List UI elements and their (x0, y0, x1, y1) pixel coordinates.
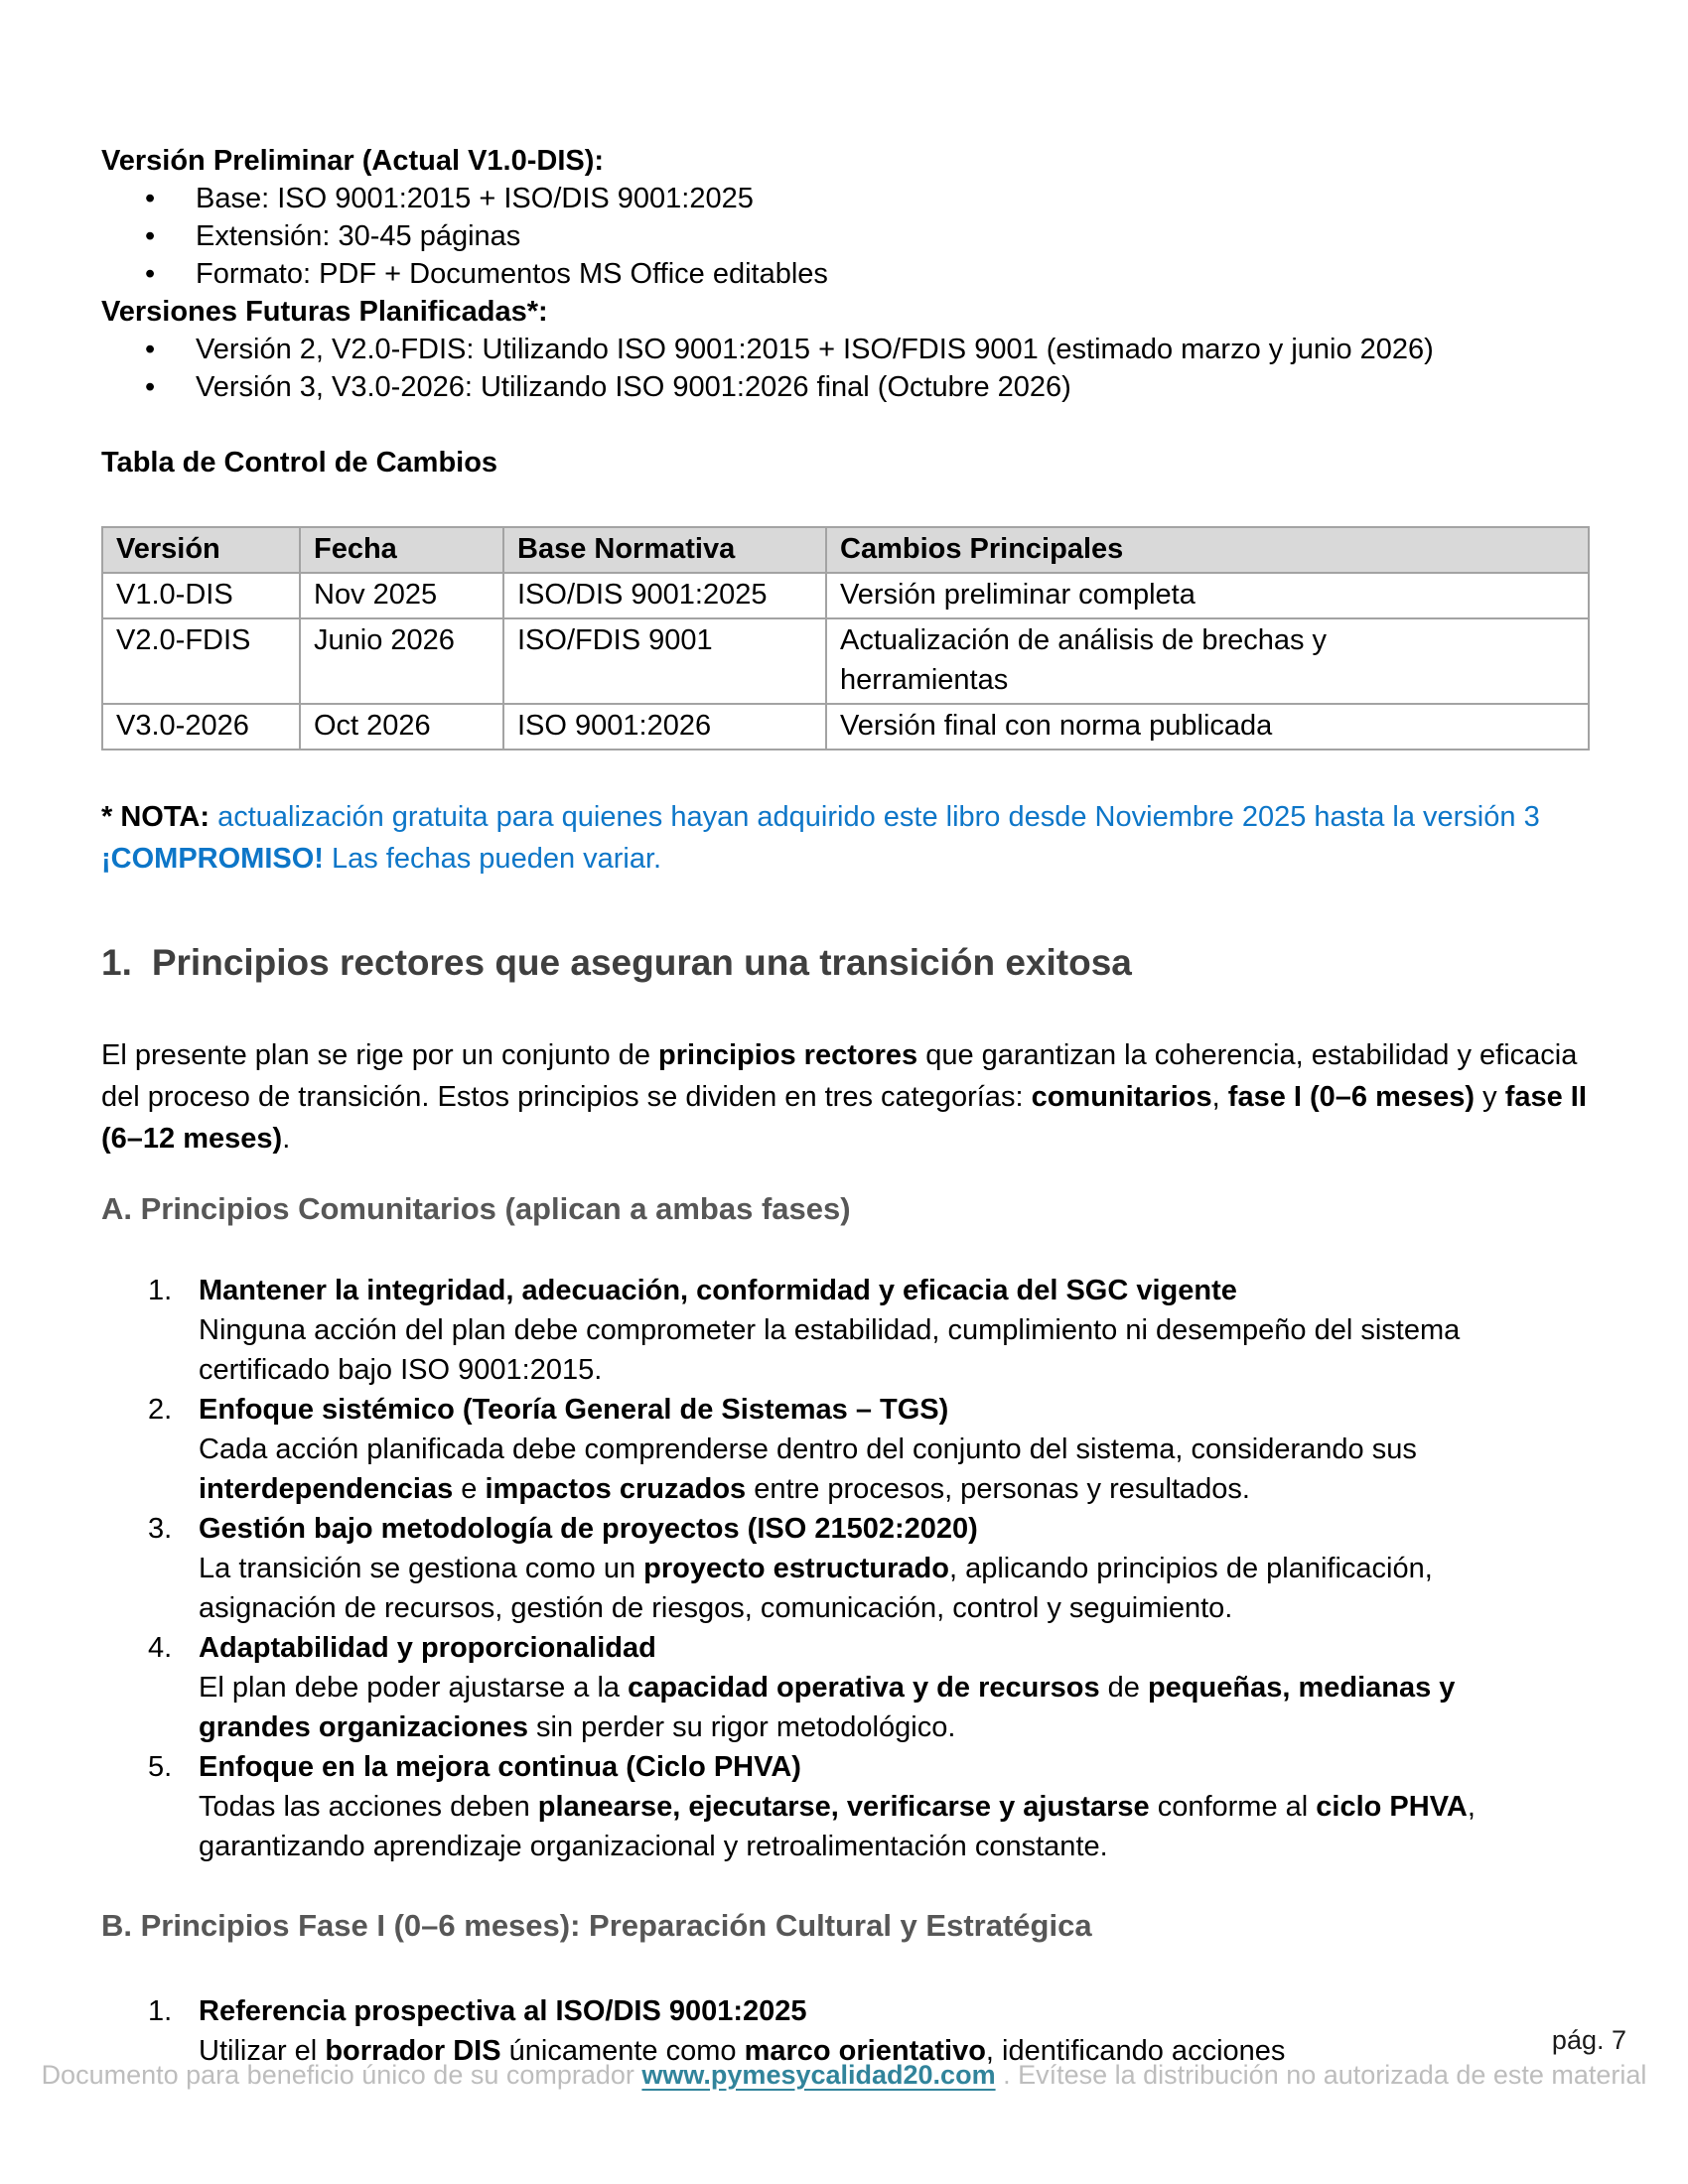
bullet-text: Versión 3, V3.0-2026: Utilizando ISO 9001:2026 final (Octubre 2026) (196, 371, 1071, 403)
column-header: Base Normativa (503, 527, 826, 573)
list-number: 5. (148, 1751, 173, 1783)
section-title: Principios rectores que aseguran una transición exitosa (151, 942, 1132, 983)
list-item (101, 1628, 1587, 1747)
footer-notice (0, 2059, 1688, 2091)
bullet-text: Formato: PDF + Documentos MS Office editables (196, 258, 828, 290)
column-header: Fecha (300, 527, 503, 573)
table-cell: ISO/DIS 9001:2025 (503, 573, 826, 618)
nota-paragraph (101, 796, 1587, 880)
nota-compromiso: ¡COMPROMISO! (101, 843, 324, 875)
column-header: Cambios Principales (826, 527, 1589, 573)
list-number: 1. (148, 1275, 173, 1306)
bullet-text: Base: ISO 9001:2015 + ISO/DIS 9001:2025 (196, 183, 754, 214)
list-item (101, 368, 1587, 406)
change-control-table (101, 526, 1590, 751)
list-item-title: Gestión bajo metodología de proyectos (ISO 21502:2020) (199, 1513, 978, 1545)
section-a-list (101, 1271, 1587, 1866)
list-item-desc: Cada acción planificada debe comprenderse dentro del conjunto del sistema, considerando sus interdependencias e impactos cruzados entre procesos, personas y resultados. (199, 1433, 1417, 1505)
page-number: pág. 7 (1551, 2025, 1626, 2055)
footer-website-link[interactable]: www.pymesycalidad20.com (641, 2060, 996, 2090)
table-cell: V2.0-FDIS (102, 618, 300, 704)
table-cell: Nov 2025 (300, 573, 503, 618)
table-cell: Versión preliminar completa (826, 573, 1589, 618)
table-cell: V1.0-DIS (102, 573, 300, 618)
table-row (102, 704, 1589, 750)
intro-paragraph: El presente plan se rige por un conjunto de principios rectores que garantizan la coherencia, estabilidad y eficacia del proceso de transición. Estos principios se dividen en tres categorías: comunitarios, fase I (0–6 meses) y fase II (6–12 meses). (101, 1039, 1587, 1155)
bullet-icon: • (145, 371, 156, 403)
list-number: 4. (148, 1632, 173, 1664)
nota-text: actualización gratuita para quienes hayan adquirido este libro desde Noviembre 2025 hasta la versión 3 (210, 801, 1540, 833)
section-1-heading (101, 941, 1587, 985)
list-item (101, 255, 1587, 293)
list-item-desc: Utilizar el borrador DIS únicamente como marco orientativo, identificando acciones (199, 2035, 1286, 2067)
list-item-title: Mantener la integridad, adecuación, conformidad y eficacia del SGC vigente (199, 1275, 1237, 1306)
table-cell: V3.0-2026 (102, 704, 300, 750)
list-item-desc: El plan debe poder ajustarse a la capacidad operativa y de recursos de pequeñas, medianas y grandes organizaciones sin perder su rigor metodológico. (199, 1672, 1456, 1743)
list-item-title: Adaptabilidad y proporcionalidad (199, 1632, 656, 1664)
section-number: 1. (101, 942, 132, 983)
bullet-icon: • (145, 183, 156, 214)
bullet-text: Versión 2, V2.0-FDIS: Utilizando ISO 9001:2015 + ISO/FDIS 9001 (estimado marzo y junio 2026) (196, 334, 1434, 365)
versiones-futuras-list (101, 331, 1587, 406)
list-item-title: Referencia prospectiva al ISO/DIS 9001:2025 (199, 1995, 807, 2027)
table-cell: ISO/FDIS 9001 (503, 618, 826, 704)
change-control-table-title: Tabla de Control de Cambios (101, 447, 498, 478)
bullet-icon: • (145, 258, 156, 290)
list-item-desc: Ninguna acción del plan debe comprometer la estabilidad, cumplimiento ni desempeño del sistema certificado bajo ISO 9001:2015. (199, 1314, 1461, 1386)
list-number: 1. (148, 1995, 173, 2027)
column-header: Versión (102, 527, 300, 573)
list-item (101, 1509, 1587, 1628)
table-cell: Oct 2026 (300, 704, 503, 750)
nota-label: * NOTA: (101, 801, 211, 833)
list-item-desc: Todas las acciones deben planearse, ejecutarse, verificarse y ajustarse conforme al ciclo PHVA, garantizando aprendizaje organizacional y retroalimentación constante. (199, 1791, 1476, 1862)
list-item (101, 180, 1587, 217)
list-item-title: Enfoque en la mejora continua (Ciclo PHVA) (199, 1751, 801, 1783)
list-item (101, 217, 1587, 255)
table-cell: Versión final con norma publicada (826, 704, 1589, 750)
footer-text: . Evítese la distribución no autorizada de este material (995, 2060, 1647, 2090)
list-item (101, 1271, 1587, 1390)
section-b-heading: B. Principios Fase I (0–6 meses): Preparación Cultural y Estratégica (101, 1908, 1092, 1943)
list-number: 3. (148, 1513, 173, 1545)
bullet-icon: • (145, 334, 156, 365)
table-row (102, 573, 1589, 618)
bullet-text: Extensión: 30-45 páginas (196, 220, 521, 252)
list-item-desc: La transición se gestiona como un proyecto estructurado, aplicando principios de planificación, asignación de recursos, gestión de riesgos, comunicación, control y seguimiento. (199, 1553, 1433, 1624)
bullet-icon: • (145, 220, 156, 252)
list-item (101, 1390, 1587, 1509)
version-preliminar-list (101, 180, 1587, 293)
table-row (102, 618, 1589, 704)
list-item (101, 331, 1587, 368)
version-preliminar-title: Versión Preliminar (Actual V1.0-DIS): (101, 145, 605, 177)
section-a-heading: A. Principios Comunitarios (aplican a ambas fases) (101, 1191, 851, 1226)
table-cell: Junio 2026 (300, 618, 503, 704)
versiones-futuras-title: Versiones Futuras Planificadas*: (101, 296, 548, 328)
list-item (101, 1747, 1587, 1866)
table-cell: Actualización de análisis de brechas y herramientas (826, 618, 1589, 704)
footer-text: Documento para beneficio único de su comprador (41, 2060, 642, 2090)
table-cell: ISO 9001:2026 (503, 704, 826, 750)
nota-text: Las fechas pueden variar. (323, 843, 662, 875)
list-item-title: Enfoque sistémico (Teoría General de Sistemas – TGS) (199, 1394, 949, 1426)
table-header-row (102, 527, 1589, 573)
list-number: 2. (148, 1394, 173, 1426)
